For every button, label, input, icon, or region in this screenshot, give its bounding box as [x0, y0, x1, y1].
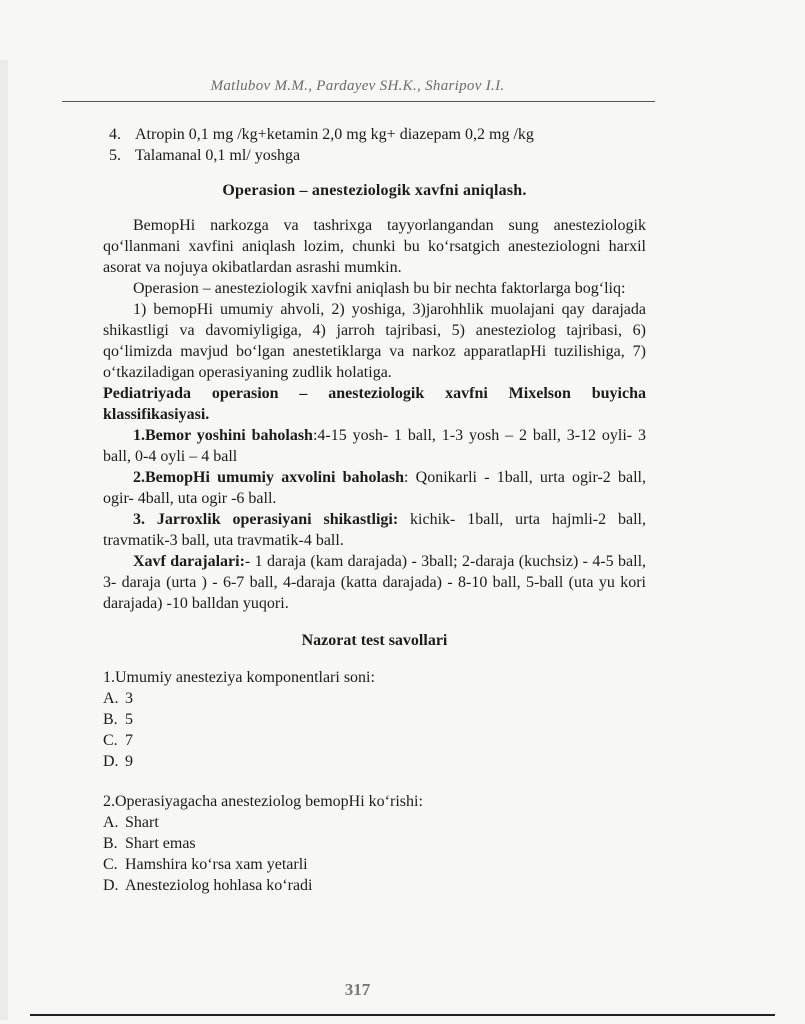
paragraph	[103, 467, 646, 509]
spacer	[103, 772, 646, 791]
list-item	[103, 124, 646, 145]
running-header: Matlubov M.M., Pardayev SH.K., Sharipov I.I.	[210, 78, 505, 94]
answer-option	[103, 833, 646, 854]
answer-option	[103, 812, 646, 833]
paragraph	[103, 509, 646, 551]
paragraph	[103, 425, 646, 467]
option-letter: B.	[103, 711, 118, 728]
page-bottom-edge	[30, 1014, 775, 1016]
classification-heading: Pediatriyada operasion – anesteziologik xavfni Mixelson buyicha klassifikasiyasi.	[103, 385, 646, 423]
criterion-label: Xavf darajalari:	[133, 553, 245, 570]
option-text: Hamshira ko‘rsa xam yetarli	[125, 856, 308, 873]
page-edge-shadow	[0, 60, 8, 1020]
list-item-number: 5.	[109, 147, 121, 164]
option-text: 9	[125, 753, 133, 770]
criterion-text: :4-15 yosh- 1 ball, 1-3 yosh – 2 ball, 3-12 oyli- 3 ball, 0-4 oyli – 4 ball	[103, 427, 646, 465]
option-letter: A.	[103, 690, 119, 707]
paragraph: 1) bemopHi umumiy ahvoli, 2) yoshiga, 3)jarohhlik muolajani qay darajada shikastligi va davomiyligiga, 4) jarroh tajribasi, 5) anesteziolog tajribasi, 6) qo‘limizda mavjud bo‘lgan anestetiklarga va narkoz apparatlapHi tuzilishiga, 7) o‘tkaziladigan operasiyaning zudlik holatiga.	[103, 301, 646, 381]
paragraph	[103, 551, 646, 614]
answer-option	[103, 709, 646, 730]
header-rule	[62, 101, 655, 102]
option-letter: B.	[103, 835, 118, 852]
criterion-text: kichik- 1ball, urta hajmli-2 ball, travmatik-3 ball, uta travmatik-4 ball.	[103, 511, 646, 549]
criterion-text: : Qonikarli - 1ball, urta ogir-2 ball, ogir- 4ball, uta ogir -6 ball.	[103, 469, 647, 507]
question-text: 2.Operasiyagacha anesteziolog bemopHi ko‘rishi:	[103, 793, 423, 810]
list-item-text: Talamanal 0,1 ml/ yoshga	[135, 147, 301, 164]
option-letter: A.	[103, 814, 119, 831]
page-number: 317	[344, 980, 371, 999]
option-text: Shart	[125, 814, 159, 831]
option-letter: C.	[103, 856, 118, 873]
option-text: 7	[125, 732, 133, 749]
test-question	[103, 667, 646, 772]
criterion-text: - 1 daraja (kam darajada) - 3ball; 2-daraja (kuchsiz) - 4-5 ball, 3- daraja (urta ) - 6-7 ball, 4-daraja (katta darajada) - 8-10 ball, 5-ball (uta yu kori darajada) -10 balldan yuqori.	[103, 553, 647, 612]
question-text: 1.Umumiy anesteziya komponentlari soni:	[103, 669, 375, 686]
answer-option	[103, 751, 646, 772]
option-letter: D.	[103, 877, 119, 894]
page-content	[103, 124, 646, 896]
test-question	[103, 791, 646, 896]
section-title: Operasion – anesteziologik xavfni aniqlash.	[222, 182, 527, 199]
option-text: 5	[125, 711, 133, 728]
list-item	[103, 145, 646, 166]
list-item-number: 4.	[109, 126, 121, 143]
answer-option	[103, 730, 646, 751]
option-text: Shart emas	[125, 835, 196, 852]
criterion-label: 2.BemopHi umumiy axvolini baholash	[133, 469, 405, 486]
answer-option	[103, 875, 646, 896]
criterion-label: 1.Bemor yoshini baholash	[133, 427, 313, 444]
option-letter: D.	[103, 753, 119, 770]
answer-option	[103, 854, 646, 875]
criterion-label: 3. Jarroxlik operasiyani shikastligi:	[133, 511, 399, 528]
paragraph: Operasion – anesteziologik xavfni aniqlash bu bir nechta faktorlarga bog‘liq:	[133, 280, 626, 297]
paragraph: BemopHi narkozga va tashrixga tayyorlangandan sung anesteziologik qo‘llanmani xavfini aniqlash lozim, chunki bu ko‘rsatgich anesteziologni harxil asorat va nojuya okibatlardan asrashi mumkin.	[103, 217, 646, 276]
option-letter: C.	[103, 732, 118, 749]
test-section-title: Nazorat test savollari	[301, 632, 448, 649]
list-item-text: Atropin 0,1 mg /kg+ketamin 2,0 mg kg+ diazepam 0,2 mg /kg	[135, 126, 534, 143]
option-text: 3	[125, 690, 133, 707]
answer-option	[103, 688, 646, 709]
option-text: Anesteziolog hohlasa ko‘radi	[125, 877, 313, 894]
